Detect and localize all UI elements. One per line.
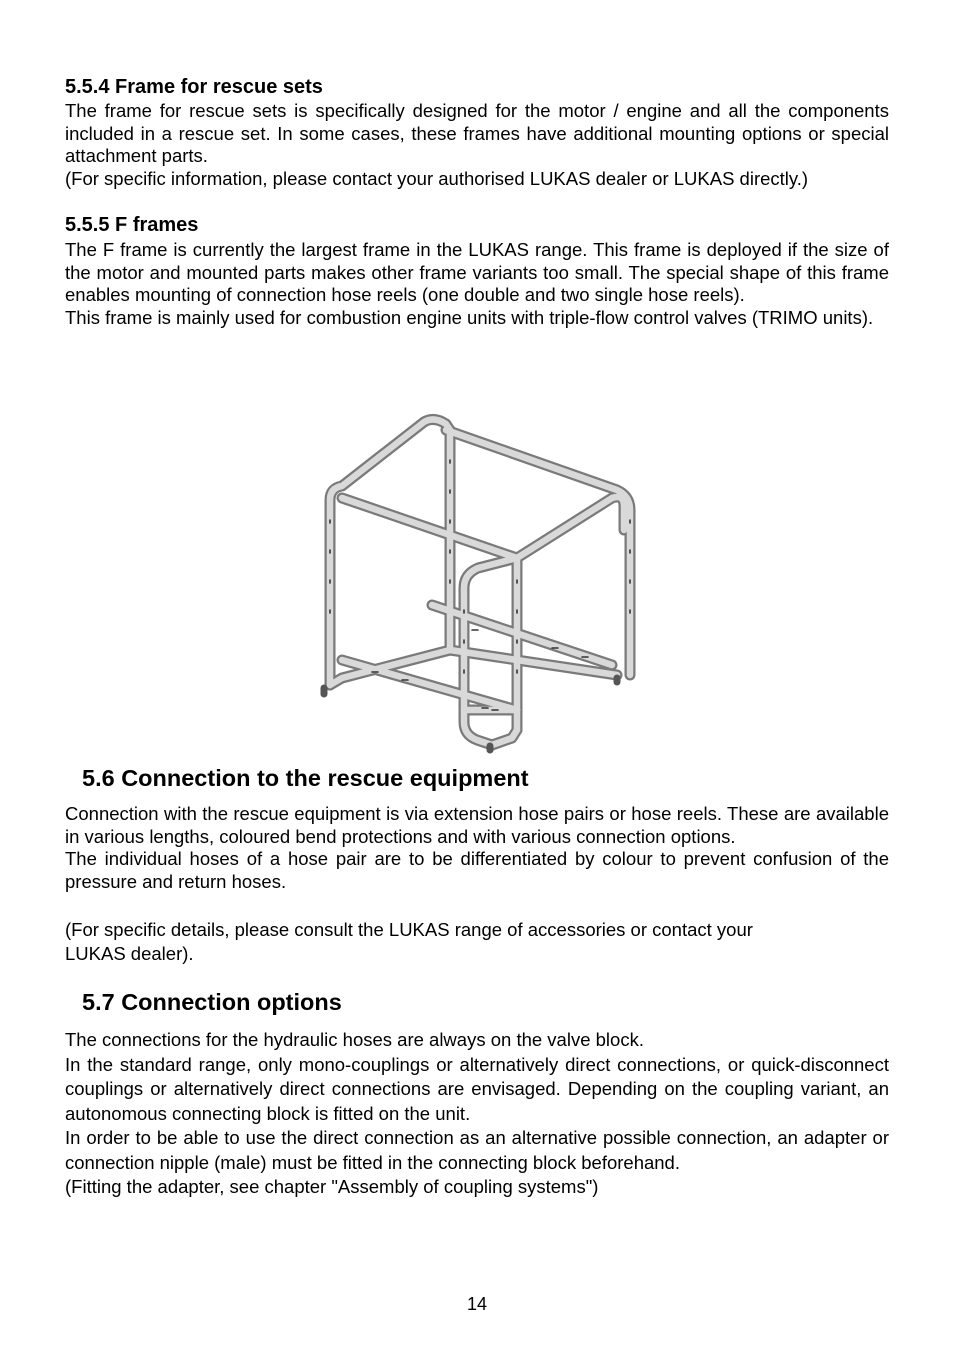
- paragraph-line: LUKAS dealer).: [65, 943, 194, 964]
- paragraph: The F frame is currently the largest frame in the LUKAS range. This frame is deployed if the size of the motor and mounted parts makes other frame variants too small. The special shape of this frame enables mounting of connection hose reels (one double and two single hose reels).: [65, 239, 889, 306]
- paragraph: The individual hoses of a hose pair are to be differentiated by colour to prevent confusion of the pressure and return hoses.: [65, 848, 889, 892]
- heading-5-7: 5.7 Connection options: [82, 989, 342, 1015]
- paragraph-line: (For specific details, please consult the LUKAS range of accessories or contact your: [65, 919, 753, 940]
- paragraph: The connections for the hydraulic hoses are always on the valve block.: [65, 1029, 644, 1050]
- paragraph: (Fitting the adapter, see chapter "Assembly of coupling systems"): [65, 1176, 599, 1197]
- section-5-5-4-text: [65, 100, 889, 190]
- paragraph: Connection with the rescue equipment is via extension hose pairs or hose reels. These are available in various lengths, coloured bend protections and with various connection options.: [65, 803, 889, 847]
- f-frame-illustration: [312, 410, 642, 755]
- section-5-7-text: [65, 1028, 889, 1200]
- paragraph: In the standard range, only mono-couplings or alternatively direct connections, or quick-disconnect couplings or alternatively direct connections are envisaged. Depending on the coupling variant, an autonomous connecting block is fitted on the unit.: [65, 1053, 889, 1124]
- heading-5-6: 5.6 Connection to the rescue equipment: [82, 765, 529, 791]
- heading-5-5-5: 5.5.5 F frames: [65, 214, 199, 236]
- paragraph: This frame is mainly used for combustion engine units with triple-flow control valves (TRIMO units).: [65, 306, 874, 328]
- page-number: 14: [466, 1294, 488, 1314]
- section-5-6-note: [65, 918, 889, 966]
- section-5-5-5-text: [65, 239, 889, 329]
- paragraph: (For specific information, please contact your authorised LUKAS dealer or LUKAS directly.): [65, 167, 809, 189]
- paragraph: In order to be able to use the direct connection as an alternative possible connection, an adapter or connection nipple (male) must be fitted in the connecting block beforehand.: [65, 1127, 889, 1173]
- section-5-6-text: [65, 803, 889, 893]
- paragraph: The frame for rescue sets is specifically designed for the motor / engine and all the components included in a rescue set. In some cases, these frames have additional mounting options or special attachment parts.: [65, 100, 889, 167]
- heading-5-5-4: 5.5.4 Frame for rescue sets: [65, 76, 323, 98]
